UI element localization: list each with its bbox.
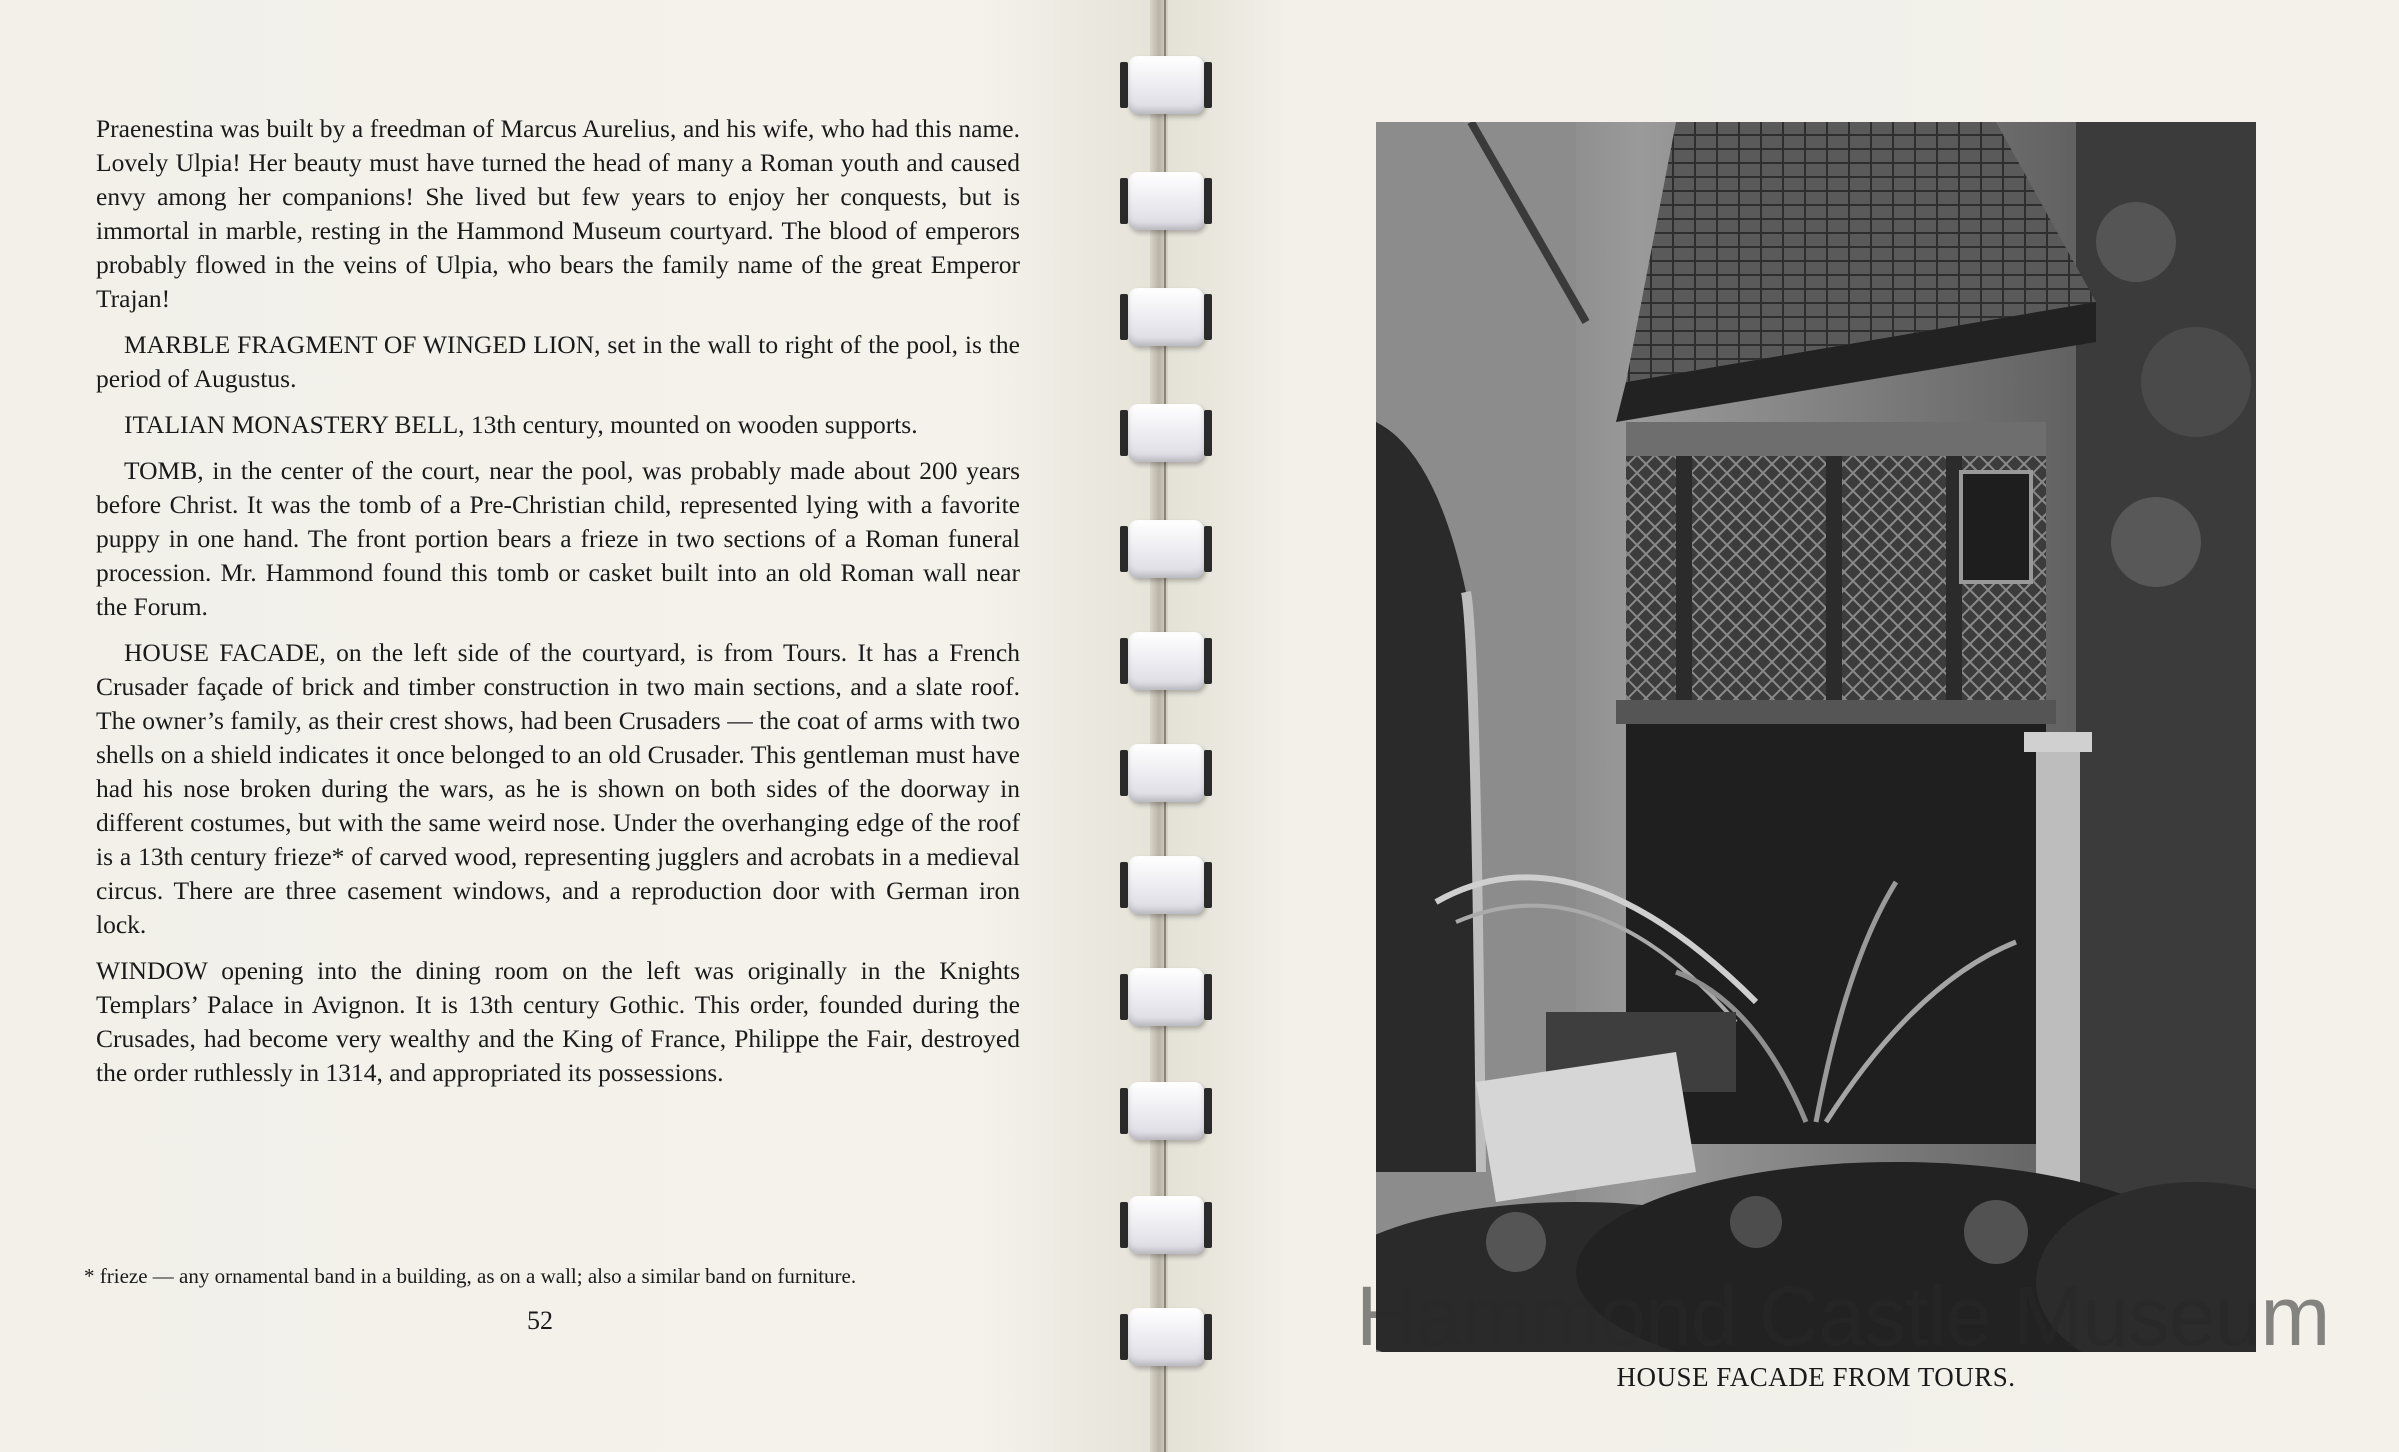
- binding-ring: [1118, 856, 1214, 914]
- body-text: [96, 112, 1020, 1102]
- binding-ring: [1118, 520, 1214, 578]
- binding-ring: [1118, 632, 1214, 690]
- paragraph-tomb: TOMB, in the center of the court, near the pool, was probably made about 200 years before Christ. It was the tomb of a Pre-Christian child, represented lying with a favorite puppy in one hand. The front portion bears a frieze in two sections of a Roman funeral procession. Mr. Hammond found this tomb or casket built into an old Roman wall near the Forum.: [96, 456, 1020, 621]
- house-facade-photo: [1376, 122, 2256, 1352]
- paragraph-window: WINDOW opening into the dining room on the left was originally in the Knights Templars’ Palace in Avignon. It is 13th century Gothic. This order, founded during the Crusades, had become very wealthy and the King of France, Philippe the Fair, destroyed the order ruthlessly in 1314, and appropriated its possessions.: [96, 956, 1020, 1087]
- binding-ring: [1118, 172, 1214, 230]
- page-number: 52: [527, 1306, 553, 1335]
- footnote: * frieze — any ornamental band in a building, as on a wall; also a similar band on furniture.: [84, 1264, 857, 1288]
- binding-ring: [1118, 56, 1214, 114]
- binding-ring: [1118, 1082, 1214, 1140]
- paragraph-winged-lion: MARBLE FRAGMENT OF WINGED LION, set in the wall to right of the pool, is the period of Augustus.: [96, 330, 1020, 393]
- binding-ring: [1118, 404, 1214, 462]
- photo-caption: HOUSE FACADE FROM TOURS.: [1616, 1362, 2016, 1392]
- paragraph-monastery-bell: ITALIAN MONASTERY BELL, 13th century, mounted on wooden supports.: [124, 410, 918, 439]
- watermark: Hammond Castle Museum: [1356, 1269, 2330, 1363]
- binding-ring: [1118, 968, 1214, 1026]
- paragraph-ulpia: Praenestina was built by a freedman of Marcus Aurelius, and his wife, who had this name. Lovely Ulpia! Her beauty must have turned the head of many a Roman youth and caused envy among her companions! She lived but few years to enjoy her conquests, but is immortal in marble, resting in the Hammond Museum courtyard. The blood of emperors probably flowed in the veins of Ulpia, who bears the family name of the great Emperor Trajan!: [96, 114, 1020, 313]
- binding-ring: [1118, 288, 1214, 346]
- left-page: [0, 0, 1150, 1452]
- paragraph-house-facade: HOUSE FACADE, on the left side of the courtyard, is from Tours. It has a French Crusader façade of brick and timber construction in two main sections, and a slate roof. The owner’s family, as their crest shows, had been Crusaders — the coat of arms with two shells on a shield indicates it once belonged to an old Crusader. This gentleman must have had his nose broken during the wars, as he is shown on both sides of the doorway in different costumes, but with the same weird nose. Under the overhanging edge of the roof is a 13th century frieze* of carved wood, representing jugglers and acrobats in a medieval circus. There are three casement windows, and a reproduction door with German iron lock.: [96, 638, 1020, 939]
- binding-ring: [1118, 1308, 1214, 1366]
- binding-ring: [1118, 744, 1214, 802]
- binding-ring: [1118, 1196, 1214, 1254]
